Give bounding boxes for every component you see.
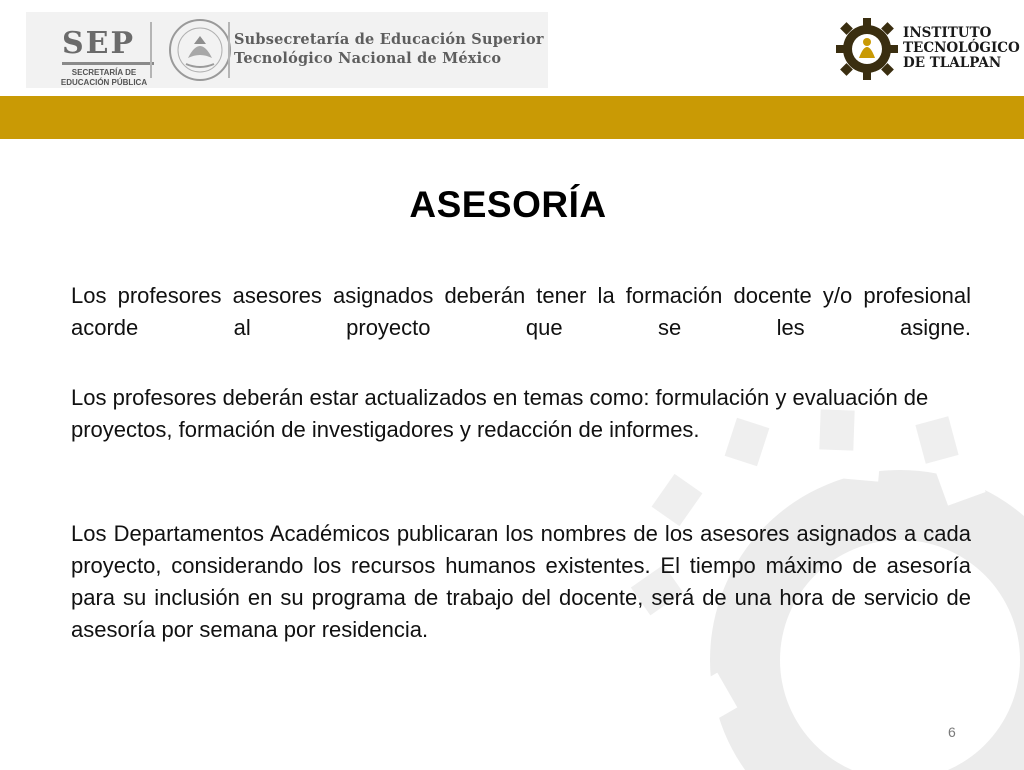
itt-gear-logo: [832, 14, 902, 84]
paragraph-advisors-training: Los profesores deberán estar actualizados en temas como: formulación y evaluación de proyectos, formación de investigadores y redacción de informes.: [71, 385, 929, 442]
sep-logo: SEP: [62, 26, 136, 61]
mexican-seal-icon: [164, 14, 236, 86]
subsecretaria-text: [234, 30, 544, 68]
institute-line2: TECNOLÓGICO: [903, 40, 1020, 56]
sep-subtitle-line1: SECRETARÍA DE: [71, 68, 137, 77]
government-logo-banner: [26, 12, 548, 88]
sep-subtitle-line2: EDUCACIÓN PÚBLICA: [60, 78, 148, 87]
divider: [228, 22, 230, 78]
accent-bar: [0, 96, 1024, 139]
paragraph-academic-departments: Los Departamentos Académicos publicaran los nombres de los asesores asignados a cada proyecto, considerando los recursos humanos existentes. El tiempo máximo de asesoría para su inclusión en su programa de trabajo del docente, será de una hora de servicio de asesoría por semana por residencia.: [71, 521, 971, 642]
institute-line3: DE TLALPAN: [903, 55, 1002, 71]
slide-title: ASESORÍA: [409, 184, 607, 225]
page-number: 6: [948, 724, 956, 740]
institute-line1: INSTITUTO: [903, 25, 992, 41]
sep-subtitle: [44, 68, 164, 88]
subsecretaria-line1: Subsecretaría de Educación Superior: [234, 31, 544, 48]
institute-name: [903, 26, 1020, 71]
paragraph-advisors-qualification: Los profesores asesores asignados deberán tener la formación docente y/o profesional acorde al proyecto que se les asigne.: [71, 283, 971, 340]
subsecretaria-line2: Tecnológico Nacional de México: [234, 50, 502, 67]
sep-logo-underline: [62, 62, 154, 65]
divider: [150, 22, 152, 78]
